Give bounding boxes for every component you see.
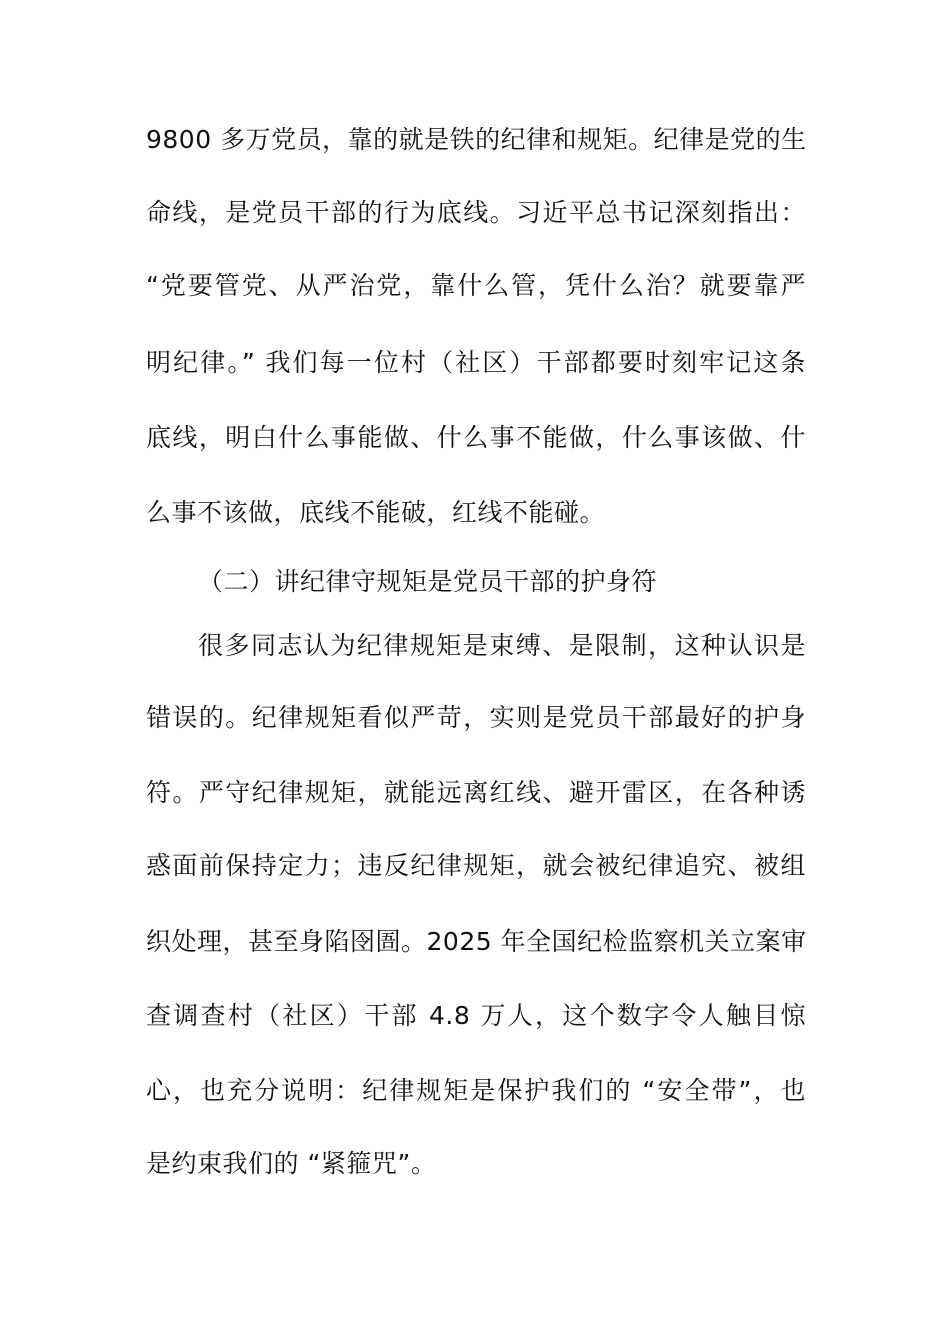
- paragraph-line: 命线，是党员干部的行为底线。习近平总书记深刻指出：: [146, 198, 806, 227]
- paragraph-line: 明纪律。” 我们每一位村（社区）干部都要时刻牢记这条: [146, 348, 806, 377]
- paragraph-line: “党要管党、从严治党，靠什么管，凭什么治？就要靠严: [146, 271, 806, 300]
- paragraph-line: 么事不该做，底线不能破，红线不能碰。: [146, 498, 606, 527]
- paragraph-line: 底线，明白什么事能做、什么事不能做，什么事该做、什: [146, 423, 806, 452]
- section-heading: （二）讲纪律守规矩是党员干部的护身符: [198, 567, 658, 596]
- paragraph-line: 符。严守纪律规矩，就能远离红线、避开雷区，在各种诱: [146, 778, 806, 807]
- paragraph-line: 错误的。纪律规矩看似严苛，实则是党员干部最好的护身: [146, 703, 806, 732]
- paragraph-line: 惑面前保持定力；违反纪律规矩，就会被纪律追究、被组: [146, 851, 806, 880]
- paragraph-line: 织处理，甚至身陷囹圄。2025 年全国纪检监察机关立案审: [146, 927, 807, 956]
- paragraph-line: 9800 多万党员，靠的就是铁的纪律和规矩。纪律是党的生: [146, 125, 807, 154]
- paragraph-line: 心，也充分说明：纪律规矩是保护我们的 “安全带”，也: [146, 1076, 806, 1105]
- paragraph-line: 很多同志认为纪律规矩是束缚、是限制，这种认识是: [198, 631, 806, 660]
- paragraph-line: 查调查村（社区）干部 4.8 万人，这个数字令人触目惊: [146, 1001, 806, 1030]
- paragraph-line: 是约束我们的 “紧箍咒”。: [146, 1149, 437, 1178]
